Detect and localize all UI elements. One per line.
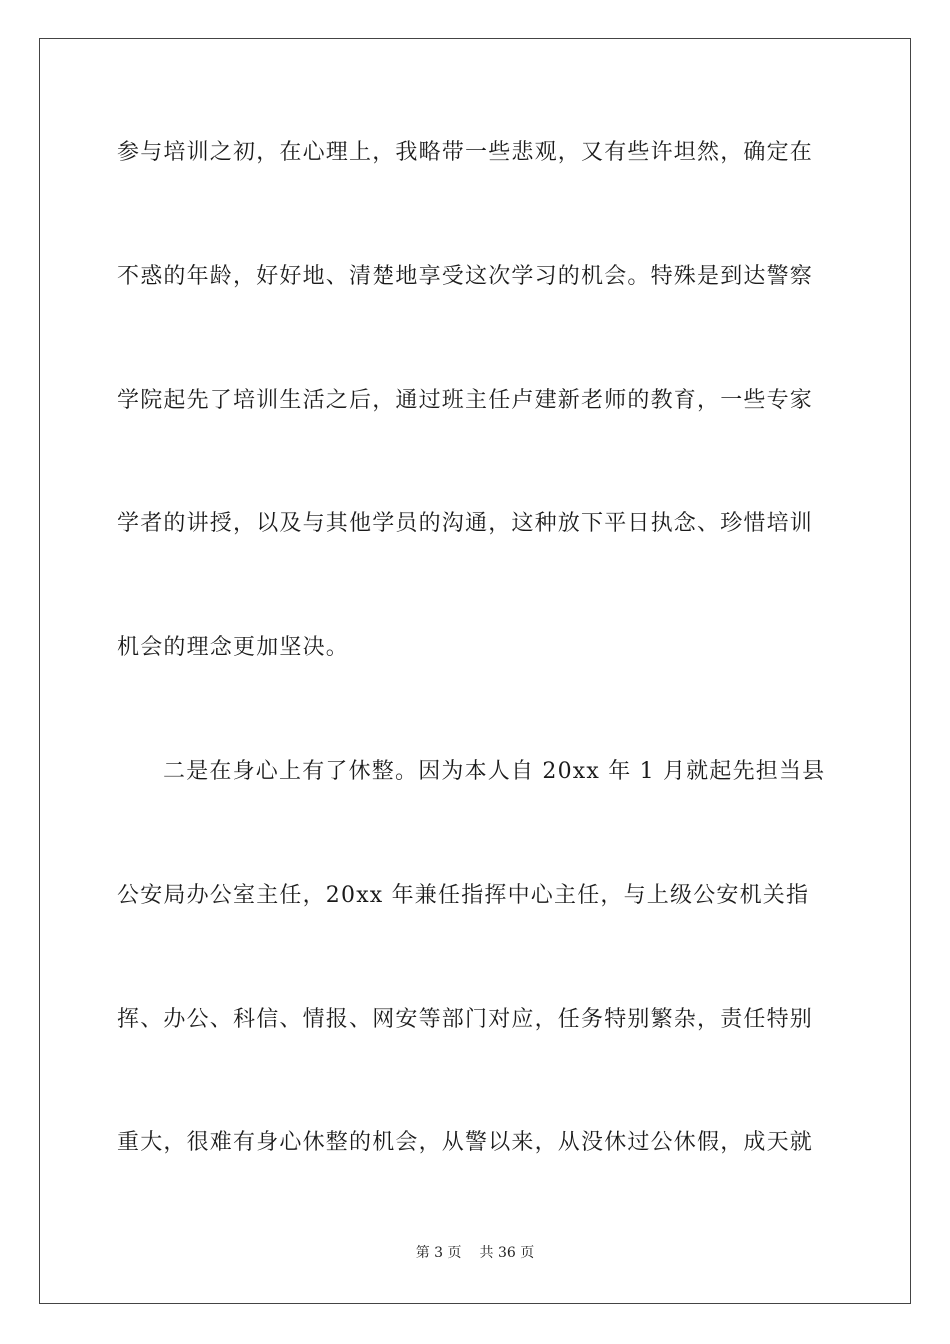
text-line: 不惑的年龄，好好地、清楚地享受这次学习的机会。特殊是到达警察 [117, 264, 814, 289]
text-line: 挥、办公、科信、情报、网安等部门对应，任务特别繁杂，责任特别 [117, 1007, 814, 1032]
text-line: 重大，很难有身心休整的机会，从警以来，从没休过公休假，成天就 [117, 1130, 814, 1155]
text-line: 学者的讲授，以及与其他学员的沟通，这种放下平日执念、珍惜培训 [117, 511, 814, 536]
text-line: 学院起先了培训生活之后，通过班主任卢建新老师的教育，一些专家 [117, 388, 814, 413]
text-line: 机会的理念更加坚决。 [117, 635, 350, 660]
page-border [39, 38, 911, 1304]
text-line: 公安局办公室主任，20xx 年兼任指挥中心主任，与上级公安机关指 [117, 883, 810, 908]
text-line: 二是在身心上有了休整。因为本人自 20xx 年 1 月就起先担当县 [163, 759, 826, 784]
page-footer [0, 1244, 950, 1262]
page-number: 第 3 页 [415, 1245, 462, 1261]
page-total: 共 36 页 [479, 1245, 535, 1261]
text-line: 参与培训之初，在心理上，我略带一些悲观，又有些许坦然，确定在 [117, 140, 814, 165]
